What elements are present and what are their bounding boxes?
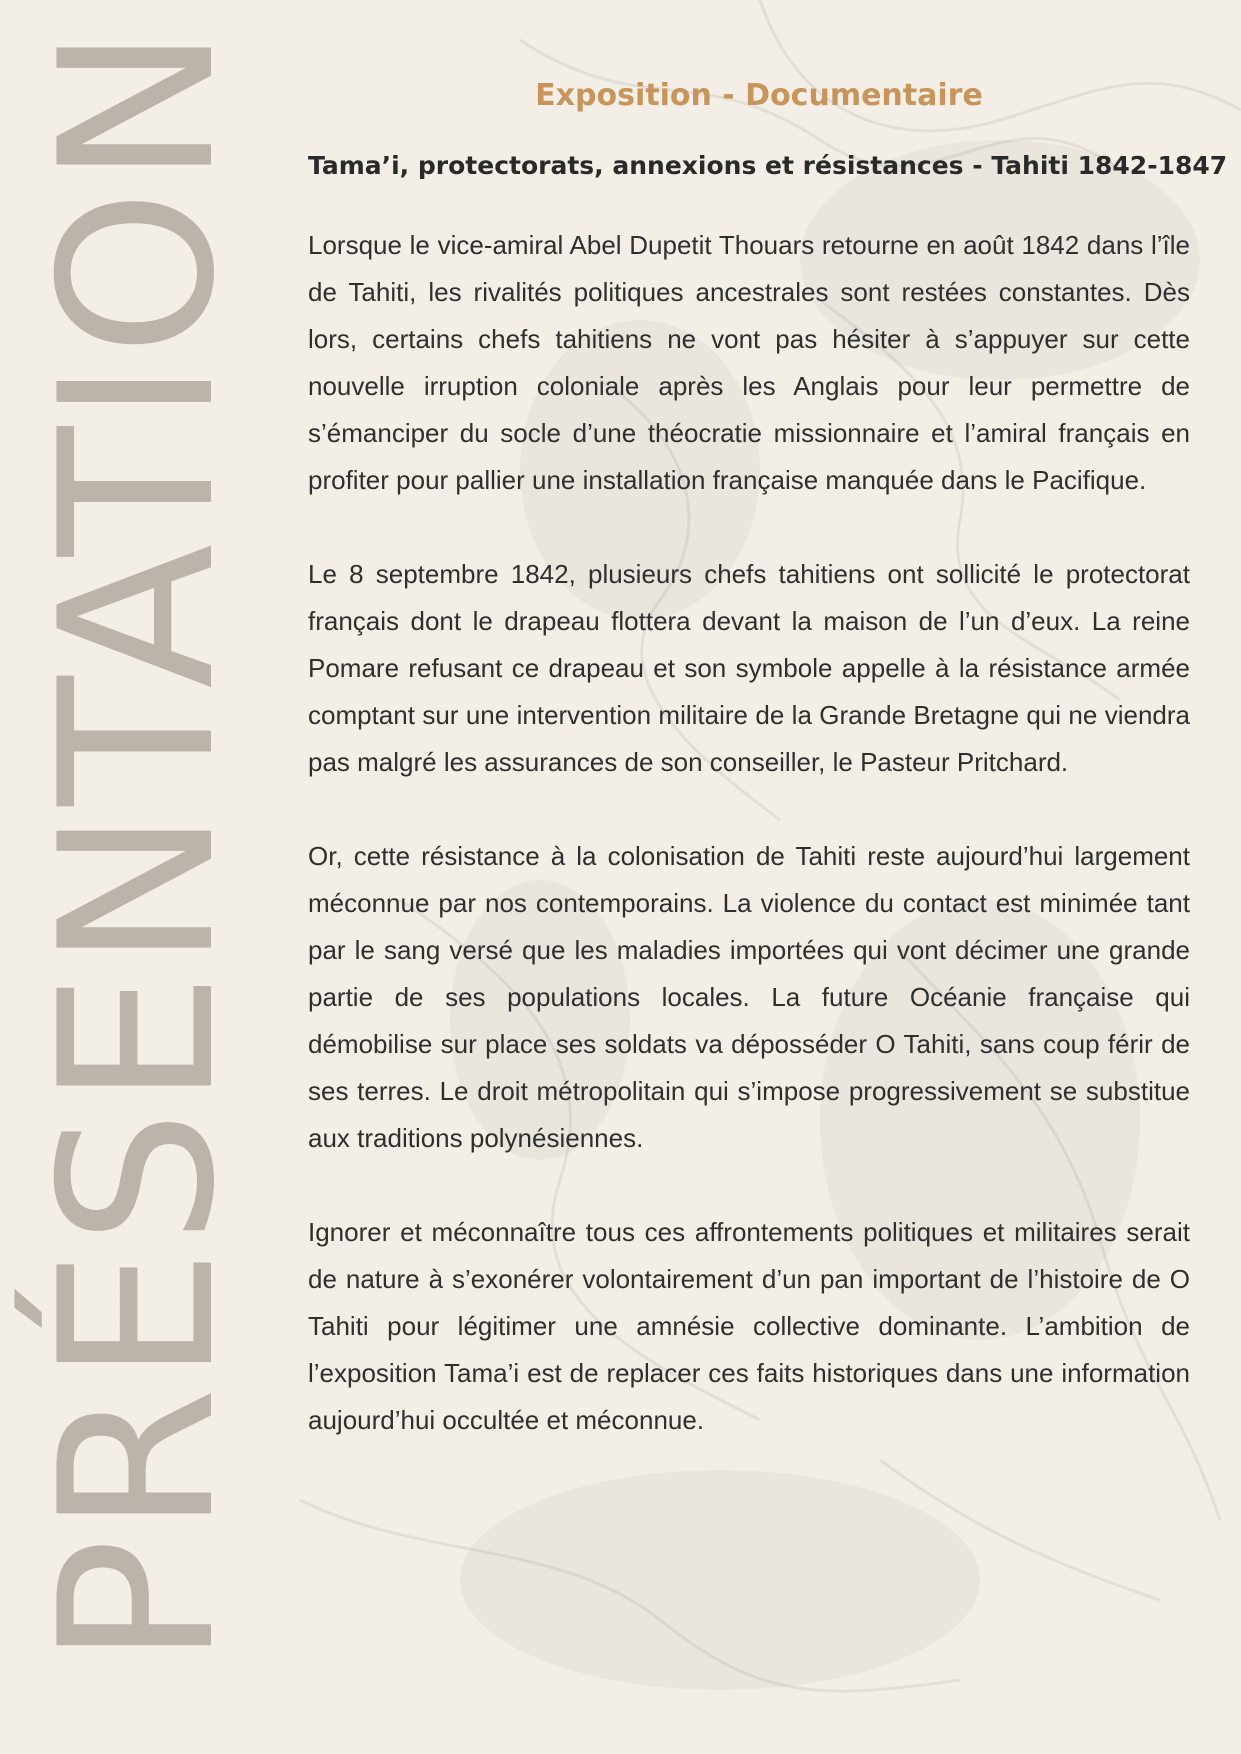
paragraph-4: Ignorer et méconnaître tous ces affrontements politiques et militaires serait de nature à s’exonérer volontairement d’un pan important de l’histoire de O Tahiti pour légitimer une amnésie collective dominante. L’ambition de l’exposition Tama’i est de replacer ces faits historiques dans une information aujourd’hui occultée et méconnue. — [308, 1217, 1190, 1435]
main-content — [308, 78, 1228, 1491]
exhibition-kicker: Exposition - Documentaire — [535, 78, 983, 113]
exhibition-subtitle: Tama’i, protectorats, annexions et résistances - Tahiti 1842-1847 — [308, 151, 1228, 180]
paragraph-1: Lorsque le vice-amiral Abel Dupetit Thouars retourne en août 1842 dans l’île de Tahiti, les rivalités politiques ancestrales sont restées constantes. Dès lors, certains chefs tahitiens ne vont pas hésiter à s’appuyer sur cette nouvelle irruption coloniale après les Anglais pour leur permettre de s’émanciper du socle d’une théocratie missionnaire et l’amiral français en profiter pour pallier une installation française manquée dans le Pacifique. — [308, 230, 1190, 495]
paragraph-2: Le 8 septembre 1842, plusieurs chefs tahitiens ont sollicité le protectorat français dont le drapeau flottera devant la maison de l’un d’eux. La reine Pomare refusant ce drapeau et son symbole appelle à la résistance armée comptant sur une intervention militaire de la Grande Bretagne qui ne viendra pas malgré les assurances de son conseiller, le Pasteur Pritchard. — [308, 559, 1190, 777]
vertical-section-title — [14, 0, 261, 1754]
vertical-title-text: PRÉSENTATION — [14, 22, 261, 1666]
paragraph-3: Or, cette résistance à la colonisation de Tahiti reste aujourd’hui largement méconnue par nos contemporains. La violence du contact est minimée tant par le sang versé que les maladies importées qui vont décimer une grande partie de ses populations locales. La future Océanie française qui démobilise sur place ses soldats va déposséder O Tahiti, sans coup férir de ses terres. Le droit métropolitain qui s’impose progressivement se substitue aux traditions polynésiennes. — [308, 841, 1190, 1153]
